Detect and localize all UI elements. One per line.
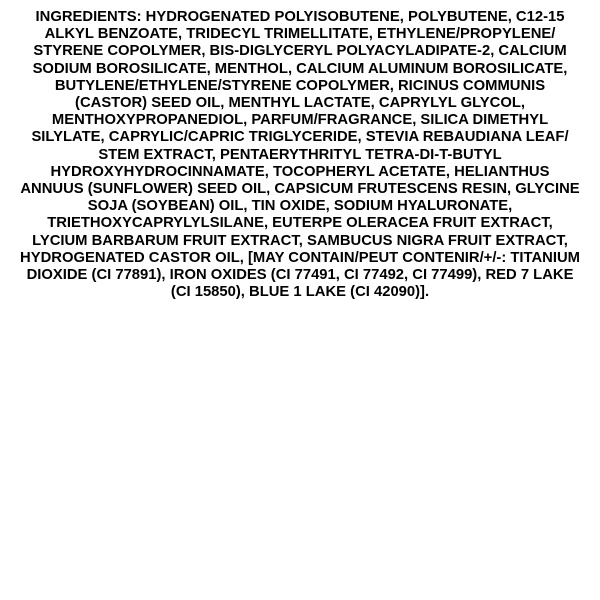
ingredients-line: INGREDIENTS: HYDROGENATED POLYISOBUTENE, POLYBUTENE, C12-15 xyxy=(35,9,565,25)
ingredients-line: (CI 15850), BLUE 1 LAKE (CI 42090)]. xyxy=(170,284,430,301)
ingredients-line: SODIUM BOROSILICATE, MENTHOL, CALCIUM ALUMINUM BOROSILICATE, xyxy=(32,60,568,77)
ingredients-line: ALKYL BENZOATE, TRIDECYL TRIMELLITATE, ETHYLENE/PROPYLENE/ xyxy=(44,26,556,43)
ingredients-line: STYRENE COPOLYMER, BIS-DIGLYCERYL POLYACYLADIPATE-2, CALCIUM xyxy=(33,43,567,60)
ingredients-line: ANNUUS (SUNFLOWER) SEED OIL, CAPSICUM FRUTESCENS RESIN, GLYCINE xyxy=(20,181,580,198)
ingredients-line: SILYLATE, CAPRYLIC/CAPRIC TRIGLYCERIDE, STEVIA REBAUDIANA LEAF/ xyxy=(31,129,569,146)
ingredients-line: HYDROGENATED CASTOR OIL, [MAY CONTAIN/PEUT CONTENIR/+/-: TITANIUM xyxy=(20,249,580,266)
ingredients-line: LYCIUM BARBARUM FRUIT EXTRACT, SAMBUCUS NIGRA FRUIT EXTRACT, xyxy=(32,232,568,249)
ingredients-line: HYDROXYHYDROCINNAMATE, TOCOPHERYL ACETATE, HELIANTHUS xyxy=(50,163,550,180)
ingredients-line: BUTYLENE/ETHYLENE/STYRENE COPOLYMER, RICINUS COMMUNIS xyxy=(54,77,546,94)
ingredients-line: SOJA (SOYBEAN) OIL, TIN OXIDE, SODIUM HYALURONATE, xyxy=(87,198,513,215)
ingredients-line: DIOXIDE (CI 77891), IRON OXIDES (CI 77491, CI 77492, CI 77499), RED 7 LAKE xyxy=(26,267,574,284)
ingredients-line: MENTHOXYPROPANEDIOL, PARFUM/FRAGRANCE, SILICA DIMETHYL xyxy=(51,112,549,129)
ingredients-line: (CASTOR) SEED OIL, MENTHYL LACTATE, CAPRYLYL GLYCOL, xyxy=(75,95,525,112)
ingredients-line: STEM EXTRACT, PENTAERYTHRITYL TETRA-DI-T-BUTYL xyxy=(98,146,502,163)
ingredients-line: TRIETHOXYCAPRYLYLSILANE, EUTERPE OLERACEA FRUIT EXTRACT, xyxy=(47,215,553,232)
